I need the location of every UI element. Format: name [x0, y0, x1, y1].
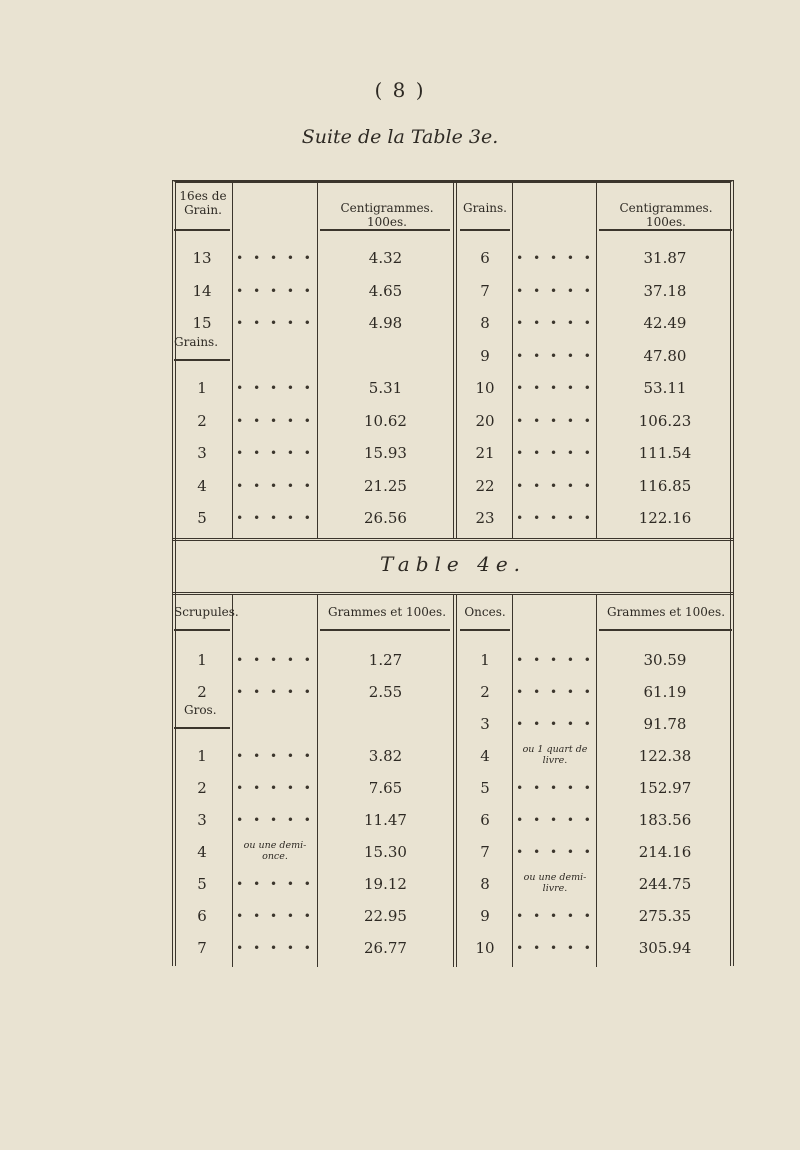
- leader-cell: • • • • •: [516, 511, 594, 525]
- leader-cell: • • • • •: [516, 446, 594, 460]
- value-cell: 3: [197, 811, 207, 829]
- table-row: [172, 503, 734, 533]
- value-cell: 47.80: [643, 346, 687, 365]
- value-cell: 6: [480, 811, 490, 829]
- table-4-block: [172, 595, 734, 967]
- leader-cell: • • • • •: [236, 283, 314, 298]
- value-cell: 20: [475, 411, 495, 430]
- value-cell: 7: [480, 843, 490, 861]
- value-cell: 37.18: [643, 281, 687, 300]
- value-cell: 26.77: [364, 939, 407, 957]
- value-cell: 22.95: [364, 907, 407, 925]
- page-number: ( 8 ): [374, 78, 426, 102]
- value-cell: 4.65: [368, 281, 403, 300]
- leader-cell: • • • • •: [516, 813, 594, 827]
- section-label-grains: Grains.: [174, 335, 219, 349]
- value-cell: 8: [480, 875, 490, 893]
- header-16es-grain: 16es de Grain.: [179, 189, 227, 217]
- leader-cell: • • • • •: [236, 909, 314, 923]
- header-centigrammes-left: Centigrammes. 100es.: [340, 201, 434, 229]
- leader-cell: • • • • •: [516, 251, 594, 265]
- leader-cell: • • • • •: [236, 316, 314, 330]
- value-cell: 122.38: [638, 747, 692, 765]
- value-cell: 4.32: [368, 249, 403, 267]
- value-cell: 10.62: [364, 411, 407, 430]
- value-cell: 2: [197, 683, 207, 701]
- table-3-block: [172, 183, 734, 538]
- table-row: [172, 901, 734, 931]
- value-cell: 5: [480, 779, 490, 797]
- value-cell: 8: [480, 314, 490, 332]
- value-cell: 15.30: [364, 843, 407, 861]
- value-cell: [319, 709, 452, 739]
- leader-cell: • • • • •: [236, 251, 314, 265]
- value-cell: 3: [197, 444, 207, 462]
- leader-cell: • • • • •: [236, 813, 314, 827]
- leader-cell: • • • • •: [236, 381, 314, 395]
- header-centigrammes-right: Centigrammes. 100es.: [619, 201, 713, 229]
- header-rule: [174, 629, 230, 631]
- value-cell: 2: [480, 683, 490, 701]
- table-subtitle: Suite de la Table 3e.: [301, 126, 499, 148]
- leader-cell: • • • • •: [236, 781, 314, 795]
- value-cell: [319, 341, 452, 371]
- value-cell: 14: [192, 281, 212, 300]
- header-rule: [460, 629, 510, 631]
- leader-cell: • • • • •: [236, 653, 314, 667]
- value-cell: 5: [197, 875, 207, 893]
- leader-cell: ou une demi-once.: [243, 840, 307, 862]
- value-cell: 4: [197, 843, 207, 861]
- value-cell: 2: [197, 411, 207, 430]
- leader-cell: • • • • •: [516, 283, 594, 298]
- value-cell: 9: [480, 346, 490, 365]
- leader-cell: • • • • •: [516, 941, 594, 955]
- table-separator: [172, 538, 734, 541]
- leader-cell: • • • • •: [516, 381, 594, 395]
- value-cell: 244.75: [638, 875, 692, 893]
- value-cell: 4: [197, 476, 207, 495]
- header-rule: [599, 629, 732, 631]
- value-cell: [172, 709, 232, 739]
- value-cell: 10: [475, 939, 495, 957]
- table-row: [172, 933, 734, 963]
- value-cell: 1: [197, 747, 207, 765]
- table-row: [172, 709, 734, 739]
- leader-cell: • • • • •: [236, 685, 314, 699]
- header-rule: [174, 229, 230, 231]
- value-cell: 2.55: [368, 683, 403, 701]
- value-cell: 21.25: [364, 476, 407, 495]
- value-cell: 10: [475, 379, 495, 397]
- value-cell: 5.31: [368, 379, 403, 397]
- value-cell: 2: [197, 779, 207, 797]
- header-grammes-left: Grammes et 100es.: [327, 605, 447, 619]
- header-grammes-right: Grammes et 100es.: [606, 605, 726, 619]
- value-cell: 6: [197, 907, 207, 925]
- table-row: [172, 243, 734, 273]
- value-cell: 21: [475, 444, 495, 462]
- value-cell: 305.94: [638, 939, 692, 957]
- value-cell: 214.16: [638, 843, 692, 861]
- header-scrupules: Scrupules.: [174, 605, 239, 619]
- table-row: [172, 308, 734, 338]
- leader-cell: • • • • •: [236, 749, 314, 763]
- table-row: [172, 406, 734, 436]
- leader-cell: • • • • •: [516, 316, 594, 330]
- value-cell: 91.78: [643, 715, 687, 733]
- leader-cell: • • • • •: [236, 478, 314, 493]
- header-rule: [320, 229, 450, 231]
- table-row: [172, 341, 734, 371]
- leader-cell: [234, 709, 316, 739]
- value-cell: 3.82: [368, 747, 403, 765]
- table-row: [172, 837, 734, 867]
- value-cell: 3: [480, 715, 490, 733]
- value-cell: 275.35: [638, 907, 692, 925]
- value-cell: 26.56: [364, 509, 407, 527]
- leader-cell: • • • • •: [516, 717, 594, 731]
- value-cell: 6: [480, 249, 490, 267]
- value-cell: 4.98: [368, 314, 403, 332]
- value-cell: 152.97: [638, 779, 692, 797]
- value-cell: 116.85: [638, 476, 692, 495]
- leader-cell: ou une demi-livre.: [523, 872, 587, 894]
- leader-cell: • • • • •: [516, 653, 594, 667]
- leader-cell: • • • • •: [236, 877, 314, 891]
- leader-cell: • • • • •: [236, 446, 314, 460]
- value-cell: 19.12: [364, 875, 407, 893]
- value-cell: 22: [475, 476, 495, 495]
- table-row: [172, 373, 734, 403]
- value-cell: 106.23: [638, 411, 692, 430]
- table-row: [172, 677, 734, 707]
- table-row: [172, 805, 734, 835]
- leader-cell: • • • • •: [516, 781, 594, 795]
- value-cell: [172, 341, 232, 371]
- leader-cell: • • • • •: [516, 478, 594, 493]
- leader-cell: • • • • •: [516, 909, 594, 923]
- value-cell: 7.65: [368, 779, 403, 797]
- value-cell: 15.93: [364, 444, 407, 462]
- table-row: [172, 773, 734, 803]
- value-cell: 11.47: [364, 811, 407, 829]
- value-cell: 122.16: [638, 509, 692, 527]
- leader-cell: • • • • •: [236, 941, 314, 955]
- leader-cell: ou 1 quart de livre.: [522, 744, 588, 766]
- value-cell: 9: [480, 907, 490, 925]
- table-row: [172, 741, 734, 771]
- table-row: [172, 645, 734, 675]
- table-row: [172, 869, 734, 899]
- leader-cell: • • • • •: [516, 685, 594, 699]
- value-cell: 183.56: [638, 811, 692, 829]
- value-cell: 7: [480, 281, 490, 300]
- table-row: [172, 471, 734, 501]
- section-label-gros: Gros.: [184, 703, 217, 717]
- leader-cell: [234, 341, 316, 371]
- value-cell: 42.49: [643, 314, 687, 332]
- value-cell: 1: [197, 651, 207, 669]
- header-grains: Grains.: [462, 201, 507, 215]
- value-cell: 13: [192, 249, 212, 267]
- header-onces: Onces.: [464, 605, 506, 619]
- table-row: [172, 438, 734, 468]
- leader-cell: • • • • •: [516, 845, 594, 859]
- value-cell: 23: [475, 509, 495, 527]
- leader-cell: • • • • •: [236, 511, 314, 525]
- value-cell: 1.27: [368, 651, 403, 669]
- value-cell: 1: [197, 379, 207, 397]
- value-cell: 111.54: [638, 444, 692, 462]
- leader-cell: • • • • •: [236, 413, 314, 428]
- value-cell: 61.19: [643, 683, 687, 701]
- value-cell: 15: [192, 314, 212, 332]
- header-rule: [599, 229, 732, 231]
- value-cell: 1: [480, 651, 490, 669]
- table-4-title: Table 4e.: [379, 552, 527, 576]
- table-row: [172, 276, 734, 306]
- value-cell: 7: [197, 939, 207, 957]
- value-cell: 4: [480, 747, 490, 765]
- value-cell: 31.87: [643, 249, 687, 267]
- value-cell: 5: [197, 509, 207, 527]
- leader-cell: • • • • •: [516, 348, 594, 363]
- leader-cell: • • • • •: [516, 413, 594, 428]
- value-cell: 53.11: [643, 379, 687, 397]
- header-rule: [320, 629, 450, 631]
- value-cell: 30.59: [643, 651, 687, 669]
- header-rule: [460, 229, 510, 231]
